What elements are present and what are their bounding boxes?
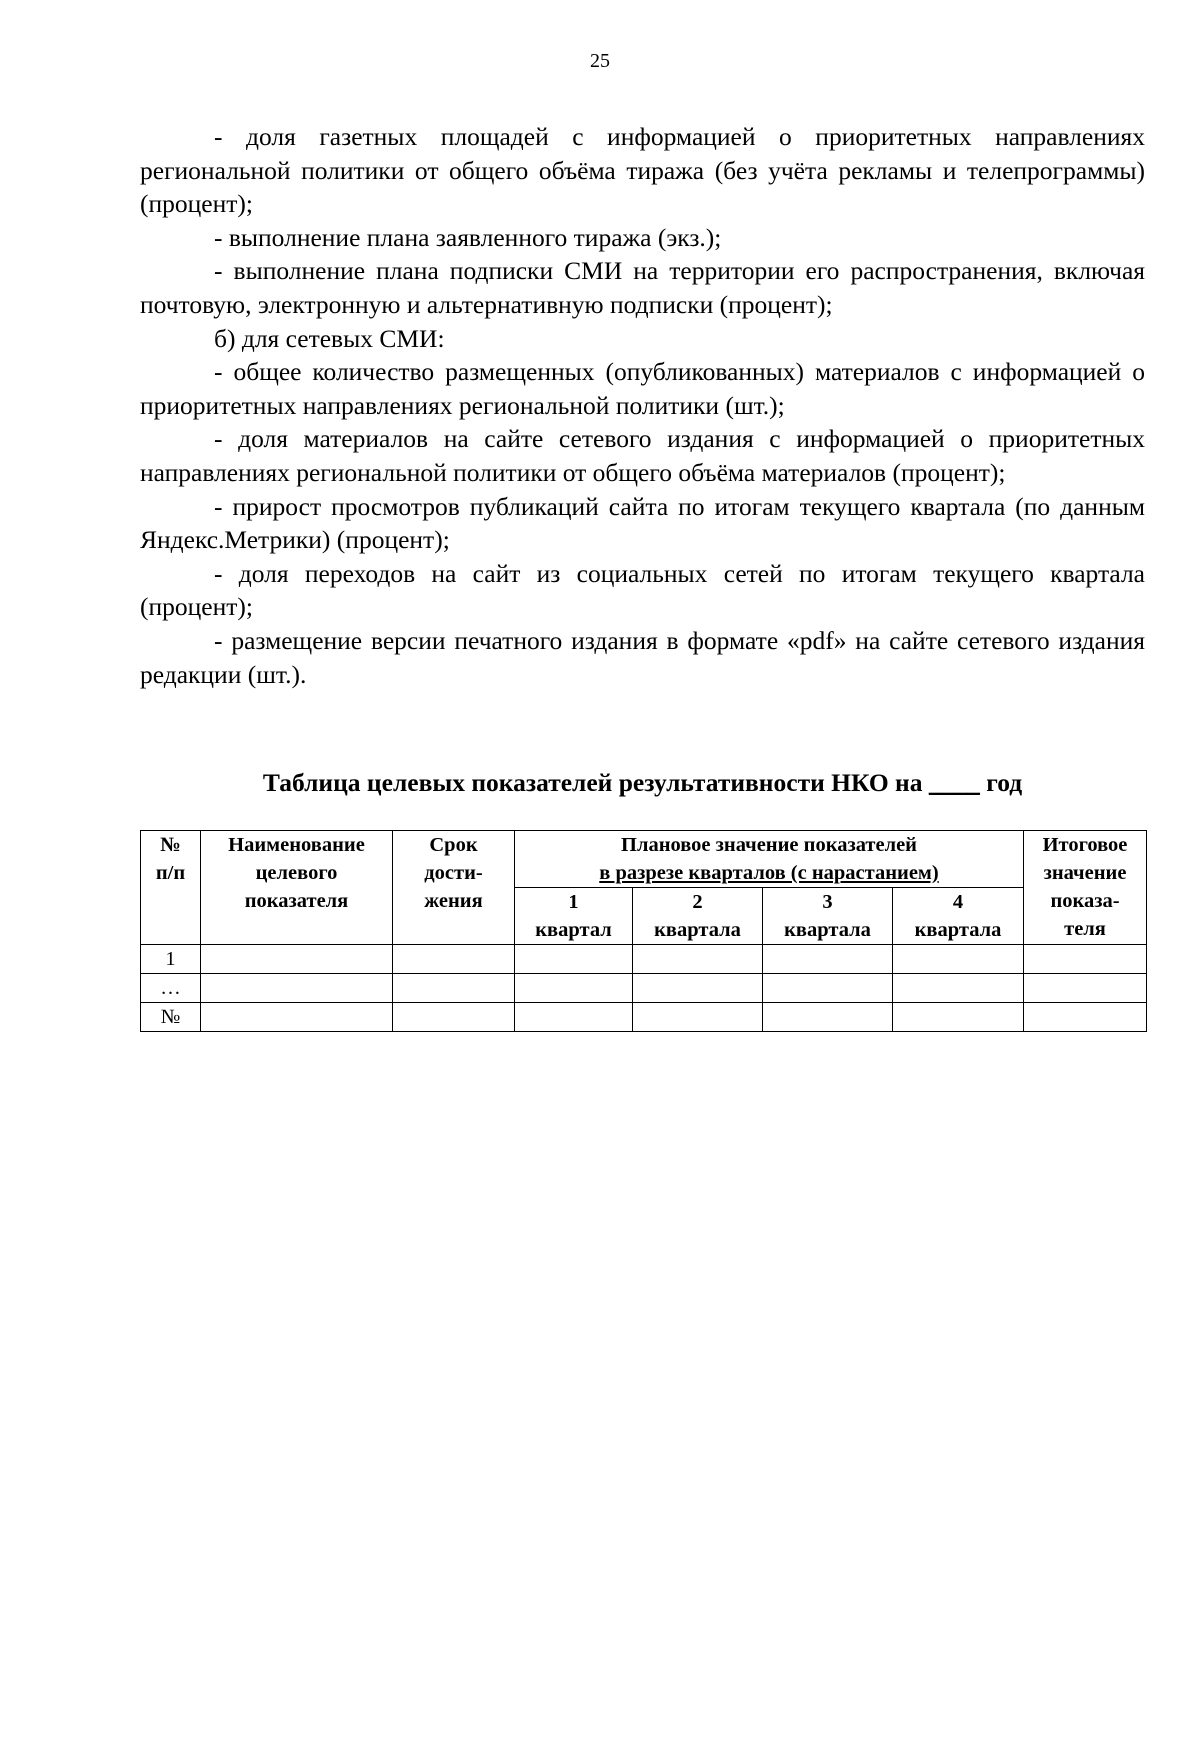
- table-row: [141, 945, 1147, 974]
- table-title-blank: ____: [928, 768, 980, 797]
- empty-cell: [1024, 945, 1147, 974]
- header-planned-value-line1: Плановое значение показателей: [621, 834, 917, 856]
- table-row: [141, 1003, 1147, 1032]
- empty-cell: [763, 1003, 893, 1032]
- row-number-cell: 1: [141, 945, 201, 974]
- empty-cell: [515, 974, 633, 1003]
- header-number: № п/п: [141, 831, 201, 945]
- row-number-cell: …: [141, 974, 201, 1003]
- table-title-end: год: [979, 768, 1023, 797]
- paragraph-subscription-plan: - выполнение плана подписки СМИ на территории его распространения, включая почтовую, электронную и альтернативную подписки (процент);: [140, 256, 1145, 319]
- empty-cell: [1024, 974, 1147, 1003]
- empty-cell: [201, 974, 393, 1003]
- header-planned-value-line2: в разрезе кварталов (с нарастанием): [599, 862, 939, 884]
- empty-cell: [201, 1003, 393, 1032]
- row-number-cell: №: [141, 1003, 201, 1032]
- empty-cell: [763, 945, 893, 974]
- header-indicator-name: Наименование целевого показателя: [201, 831, 393, 945]
- table-title: [140, 768, 1145, 798]
- header-final-value: Итоговое значение показа- теля: [1024, 831, 1147, 945]
- empty-cell: [893, 1003, 1024, 1032]
- header-quarter-4: 4 квартала: [893, 888, 1024, 945]
- empty-cell: [633, 974, 763, 1003]
- table-title-main: Таблица целевых показателей результативности НКО на: [262, 768, 929, 797]
- empty-cell: [515, 945, 633, 974]
- paragraph-pdf-version: - размещение версии печатного издания в формате «pdf» на сайте сетевого издания редакции (шт.).: [140, 625, 1145, 689]
- table-row: [141, 974, 1147, 1003]
- header-planned-value: [515, 831, 1024, 888]
- body-text: [140, 120, 1145, 691]
- header-quarter-3: 3 квартала: [763, 888, 893, 945]
- page-number: 25: [590, 50, 610, 72]
- empty-cell: [893, 945, 1024, 974]
- empty-cell: [763, 974, 893, 1003]
- paragraph-social-referrals: - доля переходов на сайт из социальных сетей по итогам текущего квартала (процент);: [140, 558, 1145, 622]
- paragraph-views-growth: - прирост просмотров публикаций сайта по итогам текущего квартала (по данным Яндекс.Метрики) (процент);: [140, 491, 1145, 555]
- header-quarter-1: 1 квартал: [515, 888, 633, 945]
- empty-cell: [393, 945, 515, 974]
- paragraph-online-media-heading: б) для сетевых СМИ:: [214, 323, 445, 353]
- header-achievement-term: Срок дости- жения: [393, 831, 515, 945]
- paragraph-total-materials: - общее количество размещенных (опубликованных) материалов с информацией о приоритетных направлениях региональной политики (шт.);: [140, 357, 1145, 420]
- empty-cell: [633, 945, 763, 974]
- paragraph-newspaper-share: - доля газетных площадей с информацией о приоритетных направлениях региональной политики от общего объёма тиража (без учёта рекламы и телепрограммы) (процент);: [140, 122, 1145, 219]
- paragraph-materials-share: - доля материалов на сайте сетевого издания с информацией о приоритетных направлениях региональной политики от общего объёма материалов (процент);: [140, 424, 1145, 487]
- header-quarter-2: 2 квартала: [633, 888, 763, 945]
- paragraph-circulation-plan: - выполнение плана заявленного тиража (экз.);: [214, 222, 722, 252]
- empty-cell: [893, 974, 1024, 1003]
- empty-cell: [515, 1003, 633, 1032]
- indicators-table: [140, 830, 1147, 1032]
- empty-cell: [393, 974, 515, 1003]
- empty-cell: [633, 1003, 763, 1032]
- empty-cell: [393, 1003, 515, 1032]
- empty-cell: [1024, 1003, 1147, 1032]
- empty-cell: [201, 945, 393, 974]
